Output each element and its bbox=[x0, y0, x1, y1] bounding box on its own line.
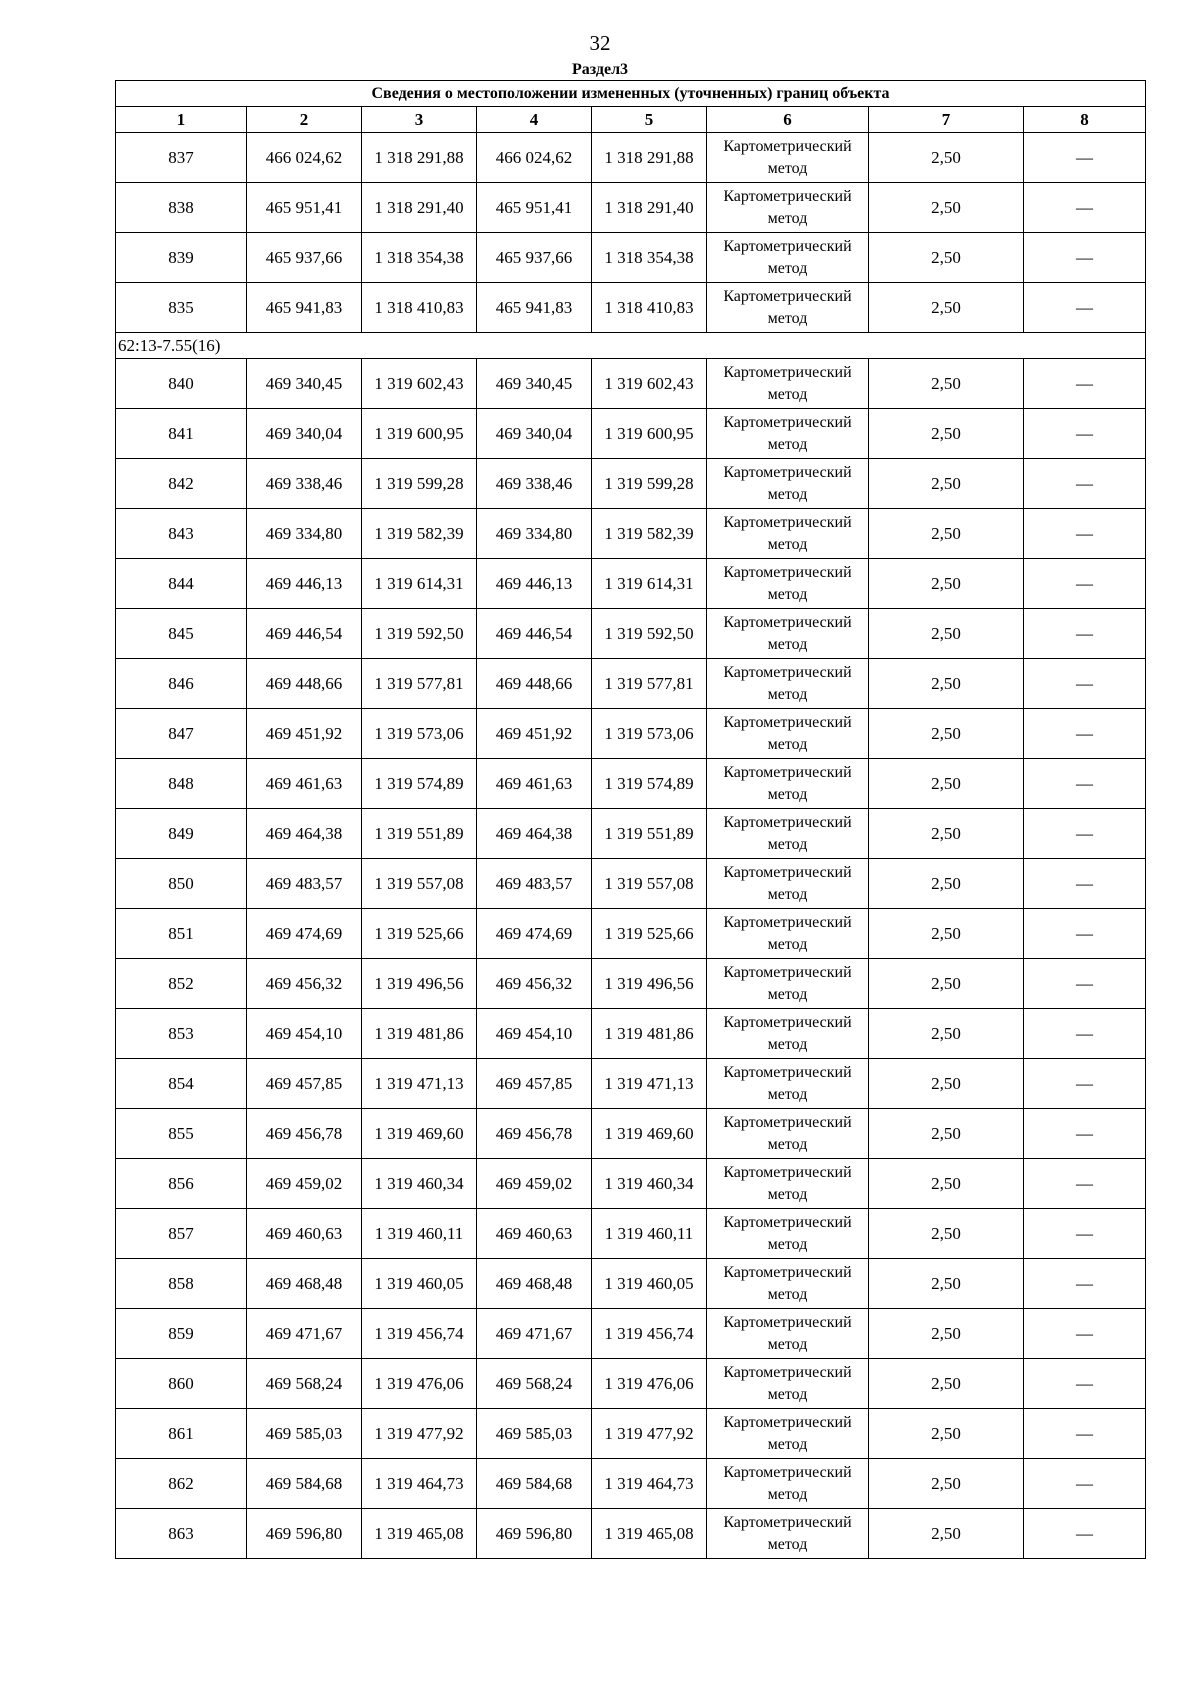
table-row bbox=[116, 1509, 1146, 1559]
accuracy-cell: 2,50 bbox=[869, 959, 1024, 1009]
point-number-cell: 846 bbox=[116, 659, 247, 709]
table-row bbox=[116, 1409, 1146, 1459]
accuracy-cell: 2,50 bbox=[869, 709, 1024, 759]
y-coordinate-cell: 1 319 460,11 bbox=[362, 1209, 477, 1259]
table-row bbox=[116, 409, 1146, 459]
x-coordinate-cell: 469 483,57 bbox=[477, 859, 592, 909]
page-number: 32 bbox=[589, 31, 611, 55]
y-coordinate-cell: 1 319 465,08 bbox=[592, 1509, 707, 1559]
accuracy-cell: 2,50 bbox=[869, 559, 1024, 609]
point-number-cell: 847 bbox=[116, 709, 247, 759]
method-cell: Картометрический метод bbox=[707, 659, 869, 709]
dash-cell: — bbox=[1024, 1359, 1146, 1409]
table-row bbox=[116, 1309, 1146, 1359]
x-coordinate-cell: 469 464,38 bbox=[477, 809, 592, 859]
x-coordinate-cell: 469 459,02 bbox=[247, 1159, 362, 1209]
table-row bbox=[116, 1109, 1146, 1159]
x-coordinate-cell: 469 451,92 bbox=[247, 709, 362, 759]
y-coordinate-cell: 1 319 456,74 bbox=[592, 1309, 707, 1359]
table-row bbox=[116, 1009, 1146, 1059]
x-coordinate-cell: 469 340,45 bbox=[247, 359, 362, 409]
point-number-cell: 835 bbox=[116, 283, 247, 333]
method-cell: Картометрический метод bbox=[707, 959, 869, 1009]
dash-cell: — bbox=[1024, 359, 1146, 409]
dash-cell: — bbox=[1024, 233, 1146, 283]
x-coordinate-cell: 469 464,38 bbox=[247, 809, 362, 859]
x-coordinate-cell: 469 446,13 bbox=[247, 559, 362, 609]
y-coordinate-cell: 1 319 460,34 bbox=[592, 1159, 707, 1209]
dash-cell: — bbox=[1024, 1459, 1146, 1509]
y-coordinate-cell: 1 319 496,56 bbox=[592, 959, 707, 1009]
y-coordinate-cell: 1 319 557,08 bbox=[362, 859, 477, 909]
boundary-table bbox=[115, 80, 1146, 1559]
y-coordinate-cell: 1 319 599,28 bbox=[362, 459, 477, 509]
y-coordinate-cell: 1 319 600,95 bbox=[592, 409, 707, 459]
y-coordinate-cell: 1 319 481,86 bbox=[362, 1009, 477, 1059]
y-coordinate-cell: 1 319 574,89 bbox=[362, 759, 477, 809]
method-cell: Картометрический метод bbox=[707, 559, 869, 609]
dash-cell: — bbox=[1024, 509, 1146, 559]
method-cell: Картометрический метод bbox=[707, 709, 869, 759]
y-coordinate-cell: 1 319 460,11 bbox=[592, 1209, 707, 1259]
x-coordinate-cell: 469 460,63 bbox=[477, 1209, 592, 1259]
dash-cell: — bbox=[1024, 1509, 1146, 1559]
y-coordinate-cell: 1 319 614,31 bbox=[592, 559, 707, 609]
y-coordinate-cell: 1 319 477,92 bbox=[592, 1409, 707, 1459]
method-cell: Картометрический метод bbox=[707, 1259, 869, 1309]
point-number-cell: 862 bbox=[116, 1459, 247, 1509]
table-row bbox=[116, 909, 1146, 959]
y-coordinate-cell: 1 319 469,60 bbox=[362, 1109, 477, 1159]
x-coordinate-cell: 469 568,24 bbox=[477, 1359, 592, 1409]
table-row bbox=[116, 1059, 1146, 1109]
column-header: 6 bbox=[707, 107, 869, 133]
y-coordinate-cell: 1 319 471,13 bbox=[592, 1059, 707, 1109]
y-coordinate-cell: 1 319 476,06 bbox=[592, 1359, 707, 1409]
dash-cell: — bbox=[1024, 859, 1146, 909]
y-coordinate-cell: 1 319 476,06 bbox=[362, 1359, 477, 1409]
dash-cell: — bbox=[1024, 609, 1146, 659]
y-coordinate-cell: 1 319 600,95 bbox=[362, 409, 477, 459]
y-coordinate-cell: 1 319 471,13 bbox=[362, 1059, 477, 1109]
x-coordinate-cell: 469 446,13 bbox=[477, 559, 592, 609]
point-number-cell: 845 bbox=[116, 609, 247, 659]
point-number-cell: 850 bbox=[116, 859, 247, 909]
dash-cell: — bbox=[1024, 659, 1146, 709]
table-row bbox=[116, 809, 1146, 859]
column-header: 8 bbox=[1024, 107, 1146, 133]
accuracy-cell: 2,50 bbox=[869, 459, 1024, 509]
table-row bbox=[116, 133, 1146, 183]
accuracy-cell: 2,50 bbox=[869, 1259, 1024, 1309]
x-coordinate-cell: 469 456,32 bbox=[477, 959, 592, 1009]
x-coordinate-cell: 466 024,62 bbox=[477, 133, 592, 183]
method-cell: Картометрический метод bbox=[707, 183, 869, 233]
method-cell: Картометрический метод bbox=[707, 809, 869, 859]
method-cell: Картометрический метод bbox=[707, 359, 869, 409]
y-coordinate-cell: 1 318 354,38 bbox=[592, 233, 707, 283]
point-number-cell: 859 bbox=[116, 1309, 247, 1359]
y-coordinate-cell: 1 319 460,05 bbox=[592, 1259, 707, 1309]
x-coordinate-cell: 469 461,63 bbox=[477, 759, 592, 809]
group-row bbox=[116, 333, 1146, 359]
accuracy-cell: 2,50 bbox=[869, 1109, 1024, 1159]
point-number-cell: 848 bbox=[116, 759, 247, 809]
x-coordinate-cell: 469 451,92 bbox=[477, 709, 592, 759]
accuracy-cell: 2,50 bbox=[869, 1359, 1024, 1409]
x-coordinate-cell: 469 456,32 bbox=[247, 959, 362, 1009]
accuracy-cell: 2,50 bbox=[869, 659, 1024, 709]
point-number-cell: 856 bbox=[116, 1159, 247, 1209]
y-coordinate-cell: 1 319 477,92 bbox=[362, 1409, 477, 1459]
x-coordinate-cell: 469 340,04 bbox=[477, 409, 592, 459]
x-coordinate-cell: 469 448,66 bbox=[247, 659, 362, 709]
y-coordinate-cell: 1 319 464,73 bbox=[362, 1459, 477, 1509]
point-number-cell: 852 bbox=[116, 959, 247, 1009]
y-coordinate-cell: 1 319 573,06 bbox=[362, 709, 477, 759]
x-coordinate-cell: 469 471,67 bbox=[477, 1309, 592, 1359]
y-coordinate-cell: 1 318 354,38 bbox=[362, 233, 477, 283]
x-coordinate-cell: 469 584,68 bbox=[247, 1459, 362, 1509]
method-cell: Картометрический метод bbox=[707, 283, 869, 333]
dash-cell: — bbox=[1024, 133, 1146, 183]
method-cell: Картометрический метод bbox=[707, 1009, 869, 1059]
x-coordinate-cell: 469 596,80 bbox=[247, 1509, 362, 1559]
y-coordinate-cell: 1 319 577,81 bbox=[592, 659, 707, 709]
table-row bbox=[116, 609, 1146, 659]
y-coordinate-cell: 1 319 525,66 bbox=[592, 909, 707, 959]
x-coordinate-cell: 469 585,03 bbox=[247, 1409, 362, 1459]
table-row bbox=[116, 1359, 1146, 1409]
x-coordinate-cell: 469 468,48 bbox=[477, 1259, 592, 1309]
point-number-cell: 837 bbox=[116, 133, 247, 183]
table-body-a bbox=[116, 133, 1146, 333]
x-coordinate-cell: 469 338,46 bbox=[477, 459, 592, 509]
dash-cell: — bbox=[1024, 183, 1146, 233]
dash-cell: — bbox=[1024, 1059, 1146, 1109]
method-cell: Картометрический метод bbox=[707, 1059, 869, 1109]
point-number-cell: 851 bbox=[116, 909, 247, 959]
y-coordinate-cell: 1 319 464,73 bbox=[592, 1459, 707, 1509]
x-coordinate-cell: 469 454,10 bbox=[247, 1009, 362, 1059]
dash-cell: — bbox=[1024, 909, 1146, 959]
y-coordinate-cell: 1 319 577,81 bbox=[362, 659, 477, 709]
dash-cell: — bbox=[1024, 559, 1146, 609]
x-coordinate-cell: 469 471,67 bbox=[247, 1309, 362, 1359]
point-number-cell: 844 bbox=[116, 559, 247, 609]
column-header: 7 bbox=[869, 107, 1024, 133]
y-coordinate-cell: 1 319 525,66 bbox=[362, 909, 477, 959]
y-coordinate-cell: 1 319 460,34 bbox=[362, 1159, 477, 1209]
x-coordinate-cell: 469 483,57 bbox=[247, 859, 362, 909]
method-cell: Картометрический метод bbox=[707, 459, 869, 509]
y-coordinate-cell: 1 319 460,05 bbox=[362, 1259, 477, 1309]
accuracy-cell: 2,50 bbox=[869, 283, 1024, 333]
accuracy-cell: 2,50 bbox=[869, 1509, 1024, 1559]
point-number-cell: 842 bbox=[116, 459, 247, 509]
method-cell: Картометрический метод bbox=[707, 409, 869, 459]
y-coordinate-cell: 1 319 496,56 bbox=[362, 959, 477, 1009]
column-header: 1 bbox=[116, 107, 247, 133]
column-header: 4 bbox=[477, 107, 592, 133]
y-coordinate-cell: 1 319 551,89 bbox=[592, 809, 707, 859]
point-number-cell: 858 bbox=[116, 1259, 247, 1309]
table-row bbox=[116, 859, 1146, 909]
table-row bbox=[116, 759, 1146, 809]
table-row bbox=[116, 1459, 1146, 1509]
point-number-cell: 839 bbox=[116, 233, 247, 283]
x-coordinate-cell: 465 951,41 bbox=[477, 183, 592, 233]
x-coordinate-cell: 469 456,78 bbox=[247, 1109, 362, 1159]
x-coordinate-cell: 465 941,83 bbox=[477, 283, 592, 333]
y-coordinate-cell: 1 319 456,74 bbox=[362, 1309, 477, 1359]
group-label: 62:13-7.55(16) bbox=[116, 333, 1146, 359]
point-number-cell: 854 bbox=[116, 1059, 247, 1109]
x-coordinate-cell: 469 446,54 bbox=[477, 609, 592, 659]
x-coordinate-cell: 469 468,48 bbox=[247, 1259, 362, 1309]
y-coordinate-cell: 1 319 557,08 bbox=[592, 859, 707, 909]
accuracy-cell: 2,50 bbox=[869, 1409, 1024, 1459]
table-row bbox=[116, 183, 1146, 233]
method-cell: Картометрический метод bbox=[707, 133, 869, 183]
method-cell: Картометрический метод bbox=[707, 1359, 869, 1409]
y-coordinate-cell: 1 318 291,40 bbox=[592, 183, 707, 233]
point-number-cell: 849 bbox=[116, 809, 247, 859]
table-row bbox=[116, 1259, 1146, 1309]
x-coordinate-cell: 469 474,69 bbox=[477, 909, 592, 959]
table-row bbox=[116, 1159, 1146, 1209]
dash-cell: — bbox=[1024, 1209, 1146, 1259]
y-coordinate-cell: 1 319 602,43 bbox=[362, 359, 477, 409]
table-caption: Сведения о местоположении измененных (уточненных) границ объекта bbox=[116, 81, 1146, 107]
accuracy-cell: 2,50 bbox=[869, 1009, 1024, 1059]
table-row bbox=[116, 1209, 1146, 1259]
table-row bbox=[116, 959, 1146, 1009]
y-coordinate-cell: 1 319 582,39 bbox=[592, 509, 707, 559]
accuracy-cell: 2,50 bbox=[869, 609, 1024, 659]
dash-cell: — bbox=[1024, 1009, 1146, 1059]
point-number-cell: 840 bbox=[116, 359, 247, 409]
accuracy-cell: 2,50 bbox=[869, 809, 1024, 859]
point-number-cell: 861 bbox=[116, 1409, 247, 1459]
dash-cell: — bbox=[1024, 409, 1146, 459]
method-cell: Картометрический метод bbox=[707, 1309, 869, 1359]
y-coordinate-cell: 1 319 551,89 bbox=[362, 809, 477, 859]
x-coordinate-cell: 469 460,63 bbox=[247, 1209, 362, 1259]
y-coordinate-cell: 1 318 410,83 bbox=[592, 283, 707, 333]
y-coordinate-cell: 1 318 291,88 bbox=[592, 133, 707, 183]
x-coordinate-cell: 469 338,46 bbox=[247, 459, 362, 509]
dash-cell: — bbox=[1024, 809, 1146, 859]
y-coordinate-cell: 1 319 614,31 bbox=[362, 559, 477, 609]
y-coordinate-cell: 1 319 602,43 bbox=[592, 359, 707, 409]
y-coordinate-cell: 1 318 291,88 bbox=[362, 133, 477, 183]
x-coordinate-cell: 465 937,66 bbox=[477, 233, 592, 283]
point-number-cell: 838 bbox=[116, 183, 247, 233]
dash-cell: — bbox=[1024, 1109, 1146, 1159]
point-number-cell: 841 bbox=[116, 409, 247, 459]
accuracy-cell: 2,50 bbox=[869, 359, 1024, 409]
method-cell: Картометрический метод bbox=[707, 509, 869, 559]
x-coordinate-cell: 469 457,85 bbox=[247, 1059, 362, 1109]
dash-cell: — bbox=[1024, 1309, 1146, 1359]
accuracy-cell: 2,50 bbox=[869, 233, 1024, 283]
point-number-cell: 843 bbox=[116, 509, 247, 559]
method-cell: Картометрический метод bbox=[707, 1509, 869, 1559]
table-body-b bbox=[116, 359, 1146, 1559]
y-coordinate-cell: 1 319 599,28 bbox=[592, 459, 707, 509]
y-coordinate-cell: 1 319 592,50 bbox=[592, 609, 707, 659]
table-row bbox=[116, 659, 1146, 709]
x-coordinate-cell: 466 024,62 bbox=[247, 133, 362, 183]
y-coordinate-cell: 1 319 592,50 bbox=[362, 609, 477, 659]
dash-cell: — bbox=[1024, 1259, 1146, 1309]
table-row bbox=[116, 459, 1146, 509]
point-number-cell: 855 bbox=[116, 1109, 247, 1159]
point-number-cell: 853 bbox=[116, 1009, 247, 1059]
x-coordinate-cell: 469 454,10 bbox=[477, 1009, 592, 1059]
accuracy-cell: 2,50 bbox=[869, 509, 1024, 559]
y-coordinate-cell: 1 319 481,86 bbox=[592, 1009, 707, 1059]
x-coordinate-cell: 469 584,68 bbox=[477, 1459, 592, 1509]
y-coordinate-cell: 1 318 410,83 bbox=[362, 283, 477, 333]
x-coordinate-cell: 469 585,03 bbox=[477, 1409, 592, 1459]
point-number-cell: 860 bbox=[116, 1359, 247, 1409]
method-cell: Картометрический метод bbox=[707, 609, 869, 659]
accuracy-cell: 2,50 bbox=[869, 183, 1024, 233]
x-coordinate-cell: 469 334,80 bbox=[477, 509, 592, 559]
y-coordinate-cell: 1 319 573,06 bbox=[592, 709, 707, 759]
method-cell: Картометрический метод bbox=[707, 1409, 869, 1459]
x-coordinate-cell: 465 941,83 bbox=[247, 283, 362, 333]
x-coordinate-cell: 469 456,78 bbox=[477, 1109, 592, 1159]
section-title: Раздел3 bbox=[571, 61, 629, 78]
x-coordinate-cell: 469 461,63 bbox=[247, 759, 362, 809]
column-header: 3 bbox=[362, 107, 477, 133]
x-coordinate-cell: 469 596,80 bbox=[477, 1509, 592, 1559]
group-section bbox=[116, 333, 1146, 359]
method-cell: Картометрический метод bbox=[707, 759, 869, 809]
x-coordinate-cell: 469 334,80 bbox=[247, 509, 362, 559]
method-cell: Картометрический метод bbox=[707, 1459, 869, 1509]
accuracy-cell: 2,50 bbox=[869, 409, 1024, 459]
table-row bbox=[116, 709, 1146, 759]
table-row bbox=[116, 359, 1146, 409]
method-cell: Картометрический метод bbox=[707, 1159, 869, 1209]
x-coordinate-cell: 465 951,41 bbox=[247, 183, 362, 233]
dash-cell: — bbox=[1024, 1409, 1146, 1459]
method-cell: Картометрический метод bbox=[707, 233, 869, 283]
point-number-cell: 857 bbox=[116, 1209, 247, 1259]
y-coordinate-cell: 1 319 469,60 bbox=[592, 1109, 707, 1159]
x-coordinate-cell: 469 340,45 bbox=[477, 359, 592, 409]
accuracy-cell: 2,50 bbox=[869, 859, 1024, 909]
y-coordinate-cell: 1 319 574,89 bbox=[592, 759, 707, 809]
method-cell: Картометрический метод bbox=[707, 1209, 869, 1259]
y-coordinate-cell: 1 319 465,08 bbox=[362, 1509, 477, 1559]
dash-cell: — bbox=[1024, 459, 1146, 509]
x-coordinate-cell: 469 446,54 bbox=[247, 609, 362, 659]
method-cell: Картометрический метод bbox=[707, 859, 869, 909]
method-cell: Картометрический метод bbox=[707, 1109, 869, 1159]
dash-cell: — bbox=[1024, 759, 1146, 809]
table-row bbox=[116, 509, 1146, 559]
accuracy-cell: 2,50 bbox=[869, 1159, 1024, 1209]
y-coordinate-cell: 1 319 582,39 bbox=[362, 509, 477, 559]
point-number-cell: 863 bbox=[116, 1509, 247, 1559]
accuracy-cell: 2,50 bbox=[869, 1209, 1024, 1259]
table-row bbox=[116, 559, 1146, 609]
accuracy-cell: 2,50 bbox=[869, 909, 1024, 959]
accuracy-cell: 2,50 bbox=[869, 1059, 1024, 1109]
x-coordinate-cell: 469 340,04 bbox=[247, 409, 362, 459]
table-row bbox=[116, 283, 1146, 333]
dash-cell: — bbox=[1024, 283, 1146, 333]
method-cell: Картометрический метод bbox=[707, 909, 869, 959]
accuracy-cell: 2,50 bbox=[869, 1309, 1024, 1359]
column-header: 2 bbox=[247, 107, 362, 133]
accuracy-cell: 2,50 bbox=[869, 759, 1024, 809]
x-coordinate-cell: 469 459,02 bbox=[477, 1159, 592, 1209]
x-coordinate-cell: 469 568,24 bbox=[247, 1359, 362, 1409]
x-coordinate-cell: 469 457,85 bbox=[477, 1059, 592, 1109]
column-header: 5 bbox=[592, 107, 707, 133]
accuracy-cell: 2,50 bbox=[869, 1459, 1024, 1509]
dash-cell: — bbox=[1024, 1159, 1146, 1209]
y-coordinate-cell: 1 318 291,40 bbox=[362, 183, 477, 233]
x-coordinate-cell: 465 937,66 bbox=[247, 233, 362, 283]
dash-cell: — bbox=[1024, 709, 1146, 759]
dash-cell: — bbox=[1024, 959, 1146, 1009]
x-coordinate-cell: 469 474,69 bbox=[247, 909, 362, 959]
x-coordinate-cell: 469 448,66 bbox=[477, 659, 592, 709]
accuracy-cell: 2,50 bbox=[869, 133, 1024, 183]
table-row bbox=[116, 233, 1146, 283]
